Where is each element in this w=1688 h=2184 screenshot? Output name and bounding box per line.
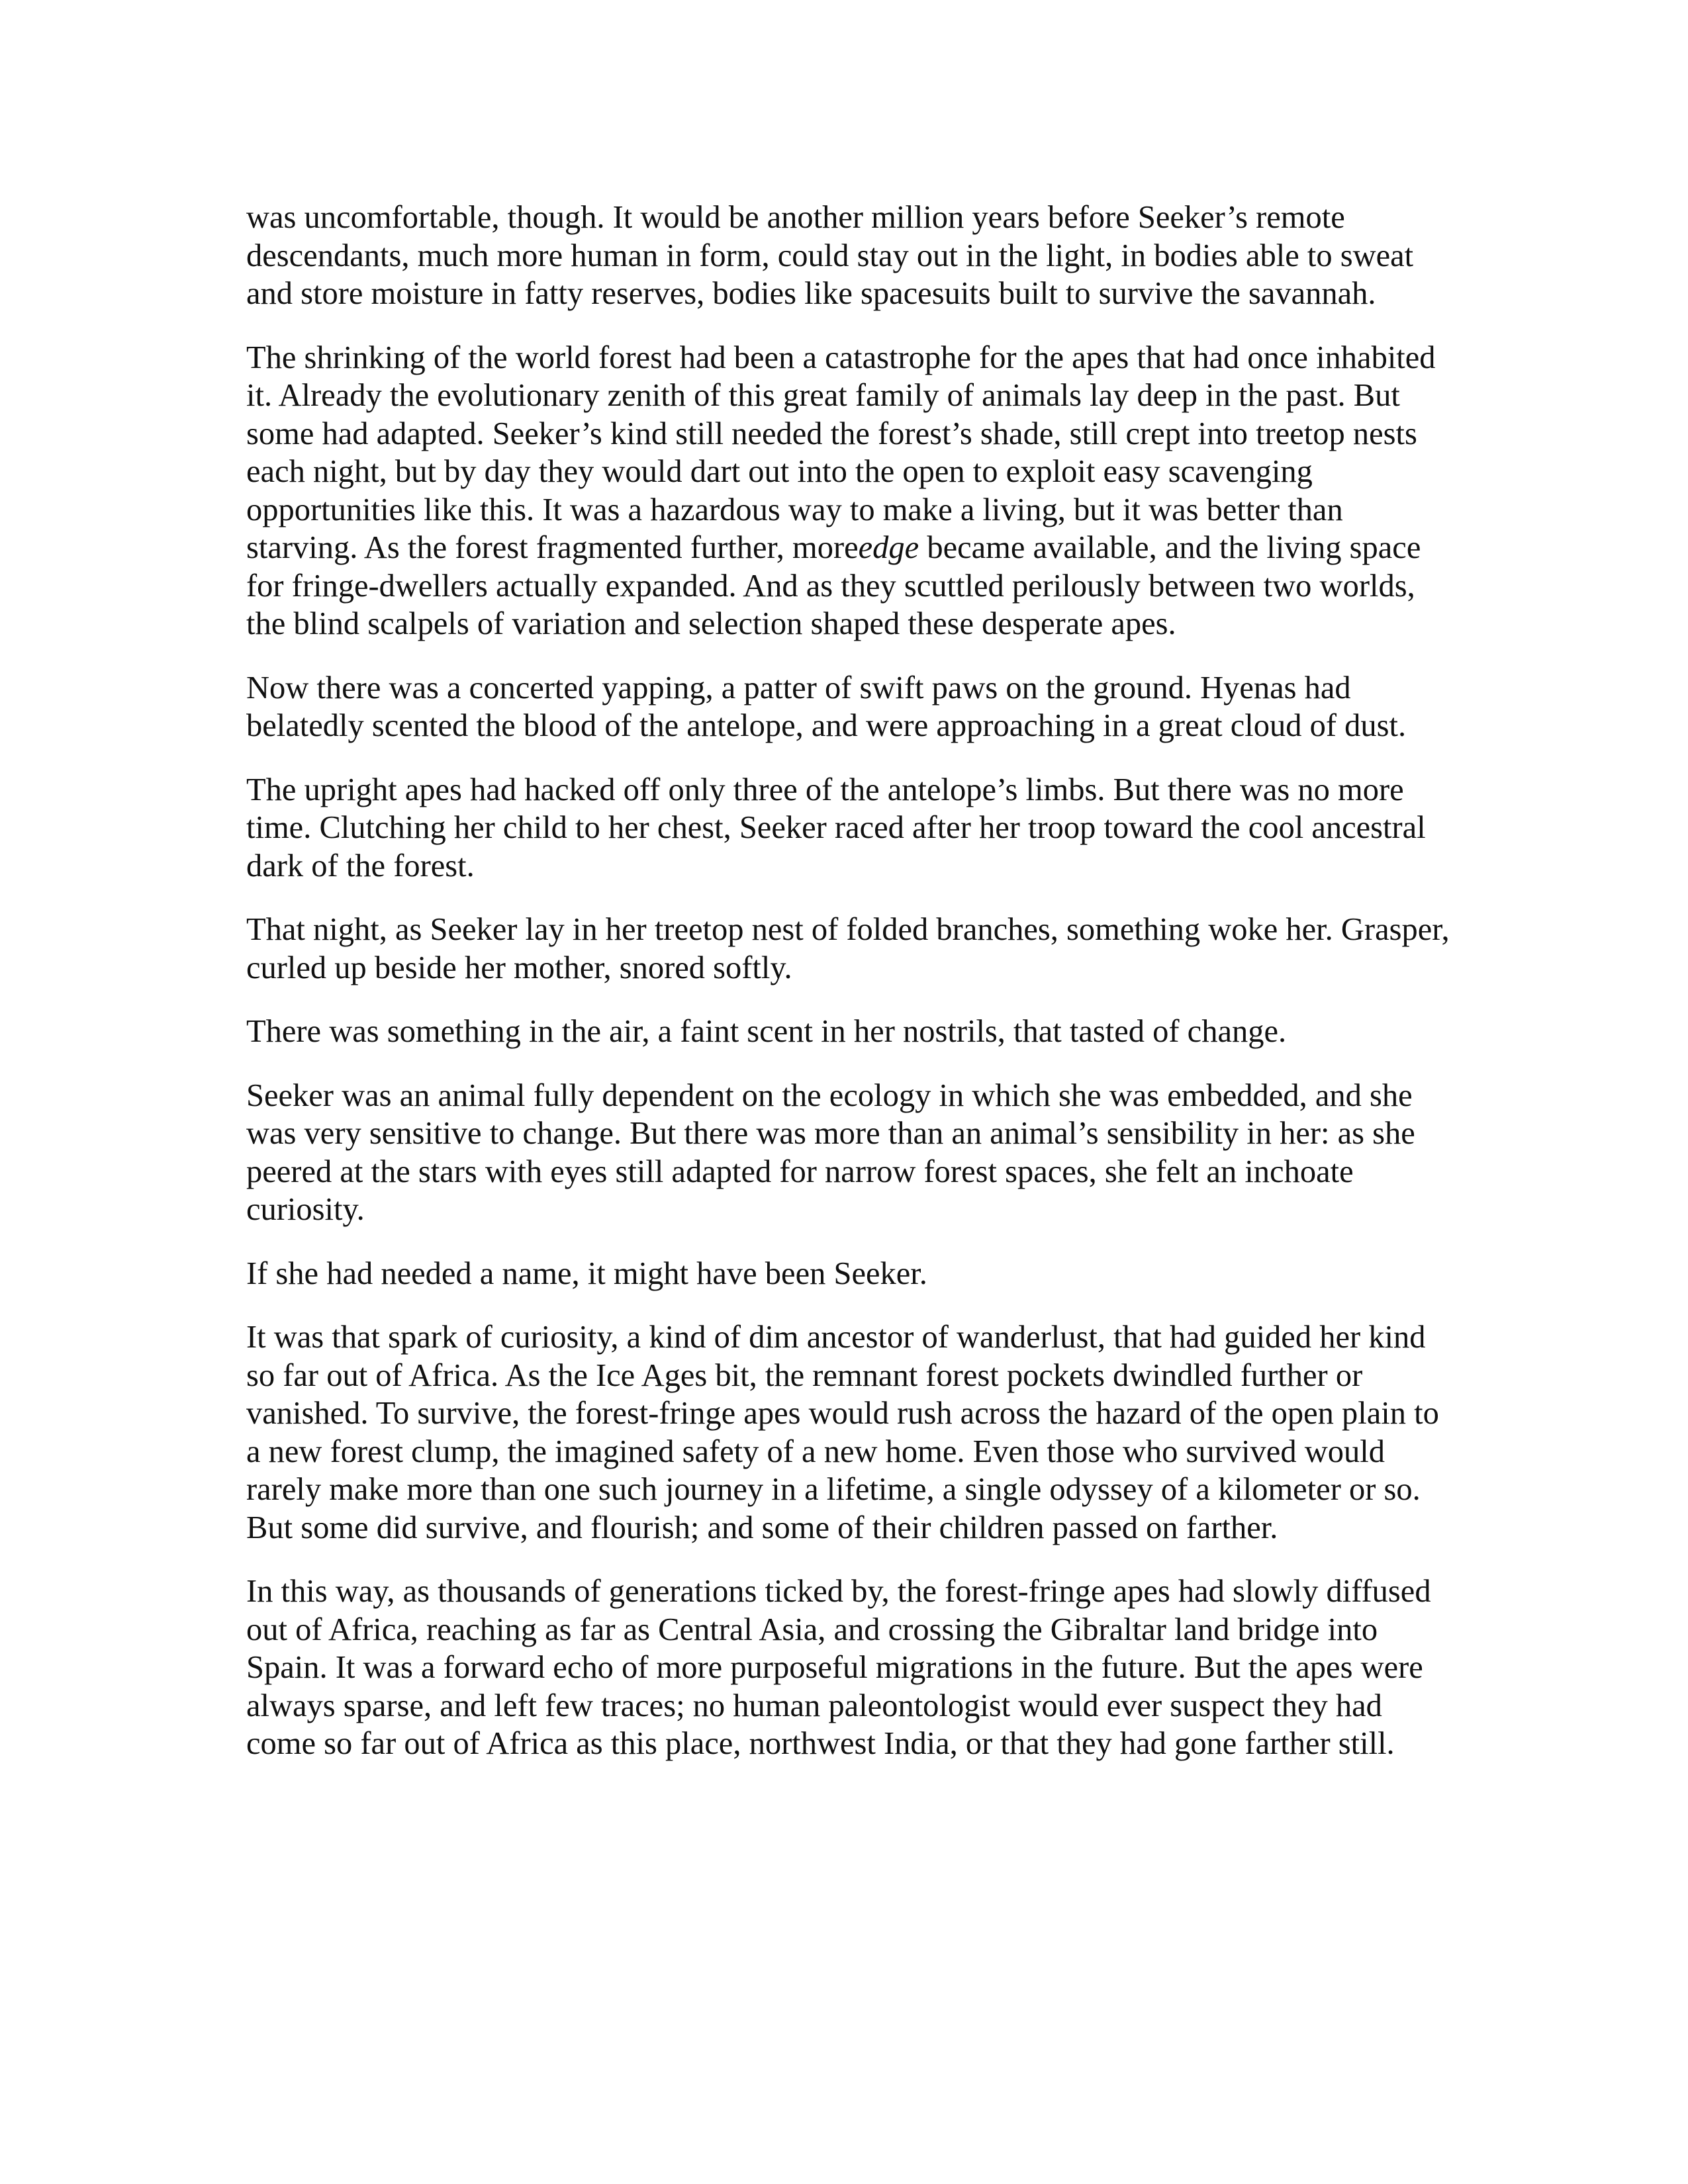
paragraph: Seeker was an animal fully dependent on the ecology in which she was embedded, and she was very sensitive to change. But there was more than an animal’s sensibility in her: as she peered at the stars with eyes still adapted for narrow forest spaces, she felt an inchoate curiosity.	[246, 1077, 1415, 1227]
paragraph: It was that spark of curiosity, a kind of dim ancestor of wanderlust, that had guided her kind so far out of Africa. As the Ice Ages bit, the remnant forest pockets dwindled further or vanished. To survive, the forest-fringe apes would rush across the hazard of the open plain to a new forest clump, the imagined safety of a new home. Even those who survived would rarely make more than one such journey in a lifetime, a single odyssey of a kilometer or so. But some did survive, and flourish; and some of their children passed on farther.	[246, 1320, 1439, 1545]
paragraph: That night, as Seeker lay in her treetop nest of folded branches, something woke her. Grasper, curled up beside her mother, snored softly.	[246, 912, 1450, 985]
paragraph-text: The shrinking of the world forest had been a catastrophe for the apes that had once inhabited it. Already the evolutionary zenith of this great family of animals lay deep in the past. But some had adapted. Seeker’s kind still needed the forest’s shade, still crept into treetop nests each night, but by day they would dart out into the open to exploit easy scavenging opportunities like this. It was a hazardous way to make a living, but it was better than starving. As the forest fragmented further, more	[246, 340, 1436, 565]
paragraph: was uncomfortable, though. It would be another million years before Seeker’s remote descendants, much more human in form, could stay out in the light, in bodies able to sweat and store moisture in fatty reserves, bodies like spacesuits built to survive the savannah.	[246, 200, 1414, 311]
paragraph: The upright apes had hacked off only three of the antelope’s limbs. But there was no more time. Clutching her child to her chest, Seeker raced after her troop toward the cool ancestral dark of the forest.	[246, 772, 1426, 884]
paragraph: In this way, as thousands of generations ticked by, the forest-fringe apes had slowly diffused out of Africa, reaching as far as Central Asia, and crossing the Gibraltar land bridge into Spain. It was a forward echo of more purposeful migrations in the future. But the apes were always sparse, and left few traces; no human paleontologist would ever suspect they had come so far out of Africa as this place, northwest India, or that they had gone farther still.	[246, 1574, 1431, 1761]
paragraph: If she had needed a name, it might have been Seeker.	[246, 1255, 927, 1291]
paragraph: There was something in the air, a faint scent in her nostrils, that tasted of change.	[246, 1014, 1287, 1049]
paragraph: Now there was a concerted yapping, a patter of swift paws on the ground. Hyenas had belatedly scented the blood of the antelope, and were approaching in a great cloud of dust.	[246, 670, 1407, 743]
paragraph	[246, 339, 1451, 643]
body-text	[246, 199, 1451, 1789]
emphasized-word: edge	[858, 530, 919, 565]
paragraph-text: became available, and the living space for fringe-dwellers actually expanded. And as they scuttled perilously between two worlds, the blind scalpels of variation and selection shaped these desperate apes.	[246, 530, 1421, 641]
